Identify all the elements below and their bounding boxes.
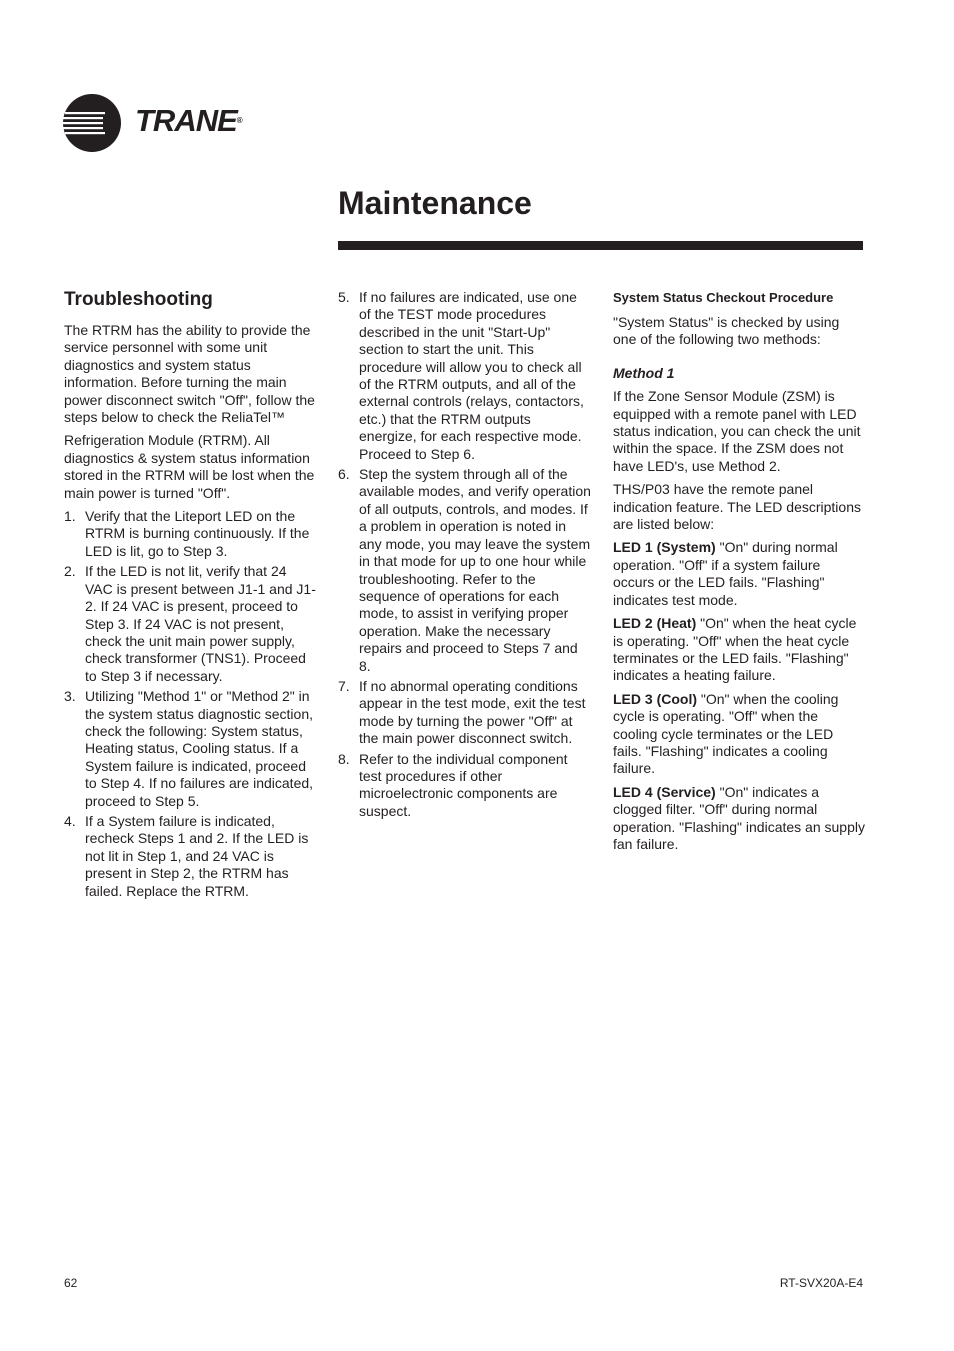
step-number: 3. — [64, 688, 76, 705]
step-text: Step the system through all of the available modes, and verify operation of all outputs, controls, and modes. If a problem in operation is noted in any mode, you may leave the system in that mode for up to one hour while troubleshooting. Refer to the sequence of operations for each mode, to assist in verifying proper operation. Make the necessary repairs and proceed to Steps 7 and 8. — [359, 466, 591, 674]
led-text: "On" indicates a clogged filter. "Off" during normal operation. "Flashing" indicates an supply fan failure. — [613, 783, 865, 852]
step-text: If the LED is not lit, verify that 24 VAC is present between J1-1 and J1-2. If 24 VAC is present, proceed to Step 3. If 24 VAC is not present, check the unit main power supply, check transformer (TNS1). Proceed to Step 3 if necessary. — [85, 563, 316, 684]
step-number: 5. — [338, 289, 350, 305]
title-rule — [338, 241, 863, 250]
led-description — [613, 784, 865, 854]
led-intro-paragraph: THS/P03 have the remote panel indication feature. The LED descriptions are listed below: — [613, 481, 861, 533]
logo-registered-mark: ® — [236, 116, 242, 125]
trane-circle-emblem-icon — [63, 94, 123, 154]
document-id: RT-SVX20A-E4 — [779, 1276, 863, 1290]
page-title: Maintenance — [338, 185, 532, 221]
list-item — [338, 289, 592, 463]
logo-text: TRANE — [135, 103, 237, 138]
led-text: "On" during normal operation. "Off" if a system failure occurs or the LED fails. "Flashing" indicates test mode. — [613, 539, 838, 608]
led-label: LED 4 (Service) — [613, 783, 716, 800]
steps-list-1-4 — [64, 508, 316, 900]
step-number: 1. — [64, 508, 76, 525]
logo-wordmark — [135, 104, 242, 138]
step-text: If a System failure is indicated, recheck Steps 1 and 2. If the LED is not lit in Step 1, and 24 VAC is present in Step 2, the RTRM has failed. Replace the RTRM. — [85, 812, 309, 899]
list-item — [338, 678, 592, 748]
step-number: 6. — [338, 466, 350, 483]
method-heading: Method 1 — [613, 364, 675, 381]
step-text: If no failures are indicated, use one of the TEST mode procedures described in the unit "Start-Up" section to start the unit. This procedure will allow you to check all of the RTRM outputs, and all of the external controls (relays, contactors, etc.) that the RTRM outputs energize, for each respective mode. Proceed to Step 6. — [359, 289, 584, 462]
list-item — [338, 751, 592, 821]
page-number: 62 — [64, 1276, 78, 1290]
step-number: 4. — [64, 812, 76, 829]
led-description — [613, 615, 865, 685]
led-description — [613, 539, 865, 609]
list-item — [64, 508, 316, 560]
led-description — [613, 691, 865, 778]
status-intro: "System Status" is checked by using one of the following two methods: — [613, 314, 840, 348]
list-item — [64, 813, 316, 900]
column-middle — [338, 289, 592, 823]
step-number: 2. — [64, 563, 76, 580]
list-item — [338, 466, 592, 675]
section-heading: Troubleshooting — [64, 289, 213, 310]
steps-list-5-8 — [338, 289, 592, 820]
step-number: 7. — [338, 677, 350, 694]
column-left — [64, 288, 316, 903]
step-text: Verify that the Liteport LED on the RTRM is burning continuously. If the LED is lit, go to Step 3. — [85, 508, 310, 559]
subsection-heading: System Status Checkout Procedure — [613, 290, 834, 305]
column-right — [613, 289, 865, 859]
step-text: Refer to the individual component test procedures if other microelectronic components are suspect. — [359, 750, 568, 819]
step-text: Utilizing "Method 1" or "Method 2" in the system status diagnostic section, check the following: System status, Heating status, Cooling status. If a System failure is indicated, proceed to Step 4. If no failures are indicated, proceed to Step 5. — [85, 688, 314, 809]
led-label: LED 3 (Cool) — [613, 690, 697, 707]
led-label: LED 2 (Heat) — [613, 615, 697, 632]
list-item — [64, 563, 316, 685]
led-label: LED 1 (System) — [613, 539, 716, 556]
method-paragraph: If the Zone Sensor Module (ZSM) is equipped with a remote panel with LED status indication, you can check the unit within the space. If the ZSM does not have LED's, use Method 2. — [613, 388, 861, 474]
led-text: "On" when the heat cycle is operating. "Off" when the heat cycle terminates or the LED fails. "Flashing" indicates a heating failure. — [613, 615, 857, 684]
intro-paragraph: The RTRM has the ability to provide the service personnel with some unit diagnostics and system status information. Before turning the main power disconnect switch "Off", follow the steps below to check the ReliaTel™ — [64, 322, 315, 426]
step-number: 8. — [338, 750, 350, 767]
list-item — [64, 688, 316, 810]
trane-logo — [63, 94, 243, 154]
step-text: If no abnormal operating conditions appear in the test mode, exit the test mode by turning the power "Off" at the main power disconnect switch. — [359, 677, 586, 747]
led-text: "On" when the cooling cycle is operating. "Off" when the cooling cycle terminates or the LED fails. "Flashing" indicates a cooling failure. — [613, 690, 839, 777]
rtrm-paragraph: Refrigeration Module (RTRM). All diagnostics & system status information stored in the RTRM will be lost when the main power is turned "Off". — [64, 432, 315, 501]
